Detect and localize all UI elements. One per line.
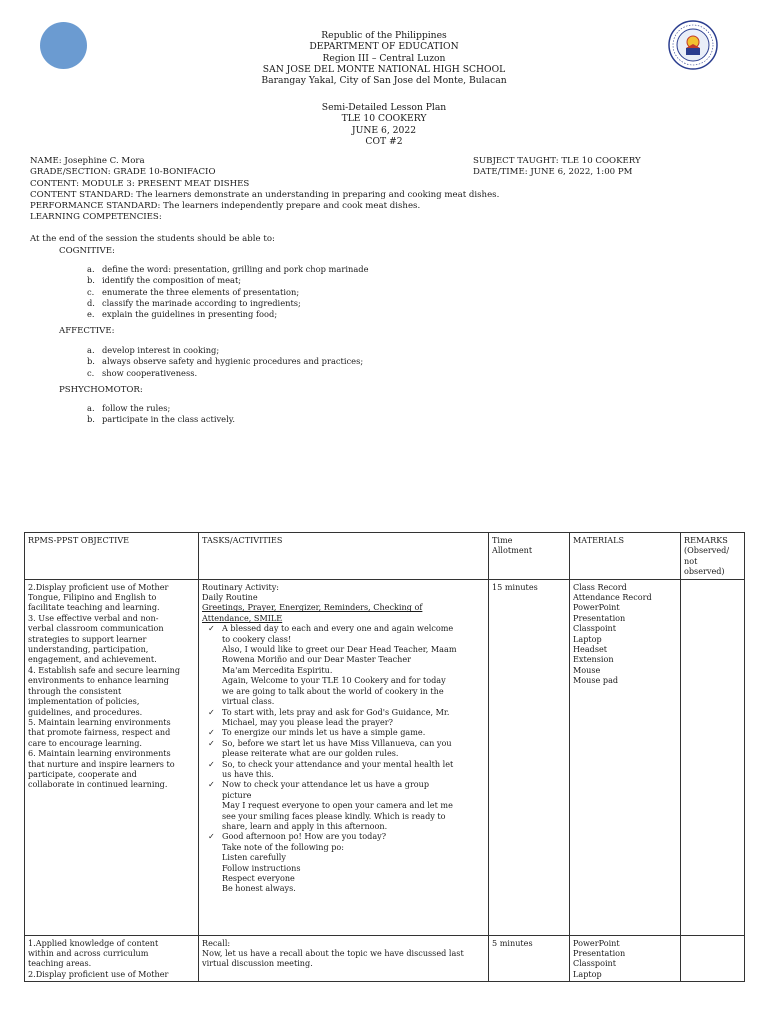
list-item: e. explain the guidelines in presenting food; bbox=[87, 309, 278, 320]
content-standard: CONTENT STANDARD: The learners demonstrate an understanding in preparing and cooking meat dishes. bbox=[30, 189, 500, 200]
list-item: c. show cooperativeness. bbox=[87, 367, 198, 378]
list-item: b. identify the composition of meat; bbox=[87, 275, 242, 286]
affective-label: AFFECTIVE: bbox=[59, 326, 115, 336]
info-right bbox=[473, 156, 641, 179]
routine-topics: Greetings, Prayer, Energizer, Reminders, Checking of bbox=[202, 602, 423, 613]
table-row bbox=[25, 935, 745, 982]
checklist-item: ✓ Good afternoon po! How are you today? Take note of the following po: Listen carefully Follow instructions Respect everyone Be honest always. bbox=[208, 831, 387, 894]
cognitive-label: COGNITIVE: bbox=[59, 246, 115, 256]
row1-time: 15 minutes bbox=[489, 579, 570, 935]
list-item: b. always observe safety and hygienic procedures and practices; bbox=[87, 356, 364, 367]
grade-section: GRADE/SECTION: GRADE 10-BONIFACIO bbox=[30, 167, 216, 178]
check-icon: ✓ bbox=[208, 758, 215, 769]
header-line: Barangay Yakal, City of San Jose del Monte, Bulacan bbox=[261, 75, 507, 87]
plan-title-line: Semi-Detailed Lesson Plan bbox=[321, 102, 447, 113]
teacher-name: NAME: Josephine C. Mora bbox=[30, 156, 145, 166]
header-time: Time Allotment bbox=[489, 533, 570, 580]
row1-objective: 2.Display proficient use of Mother Tongue, Filipino and English to facilitate teaching and learning. 3. Use effective verbal and non- verbal classroom communication strategies to support learner understanding, participation, engagement, and achievement. 4. Establish safe and secure learning environments to enhance learning through the consistent implementation of policies, guidelines, and procedures. 5. Maintain learning environments that promote fairness, respect and care to encourage learning. 6. Maintain learning environments that nurture and inspire learners to participate, cooperate and collaborate in continued learning. bbox=[25, 579, 199, 935]
check-icon: ✓ bbox=[208, 727, 215, 738]
checklist-item: ✓ Now to check your attendance let us have a group picture May I request everyone to open your camera and let me see your smiling faces please kindly. Which is ready to share, learn and apply in this afternoon. bbox=[208, 779, 453, 831]
header-block bbox=[0, 30, 768, 86]
routine-title: Routinary Activity: bbox=[202, 581, 280, 592]
header-line: SAN JOSE DEL MONTE NATIONAL HIGH SCHOOL bbox=[262, 63, 506, 75]
affective-list bbox=[87, 345, 363, 379]
date-time: DATE/TIME: JUNE 6, 2022, 1:00 PM bbox=[473, 167, 633, 178]
subject-taught: SUBJECT TAUGHT: TLE 10 COOKERY bbox=[473, 156, 641, 166]
row2-time: 5 minutes bbox=[489, 935, 570, 982]
routine-checklist bbox=[202, 623, 485, 894]
plan-title-block bbox=[0, 102, 768, 147]
list-item: c. enumerate the three elements of presentation; bbox=[87, 286, 300, 297]
row2-objective: 1.Applied knowledge of content within and across curriculum teaching areas. 2.Display proficient use of Mother bbox=[25, 935, 199, 982]
header-line: Republic of the Philippines bbox=[321, 30, 447, 41]
check-icon: ✓ bbox=[208, 706, 215, 717]
info-left bbox=[30, 156, 499, 224]
objectives-intro: At the end of the session the students should be able to: bbox=[30, 234, 275, 244]
psychomotor-label: PSHYCHOMOTOR: bbox=[59, 385, 143, 395]
header-tasks: TASKS/ACTIVITIES bbox=[199, 533, 489, 580]
row1-remarks bbox=[681, 579, 745, 935]
lesson-table bbox=[24, 532, 745, 982]
list-item: a. follow the rules; bbox=[87, 403, 171, 413]
psychomotor-list bbox=[87, 403, 235, 426]
list-item: d. classify the marinade according to ingredients; bbox=[87, 297, 301, 308]
table-row bbox=[25, 579, 745, 935]
list-item: a. develop interest in cooking; bbox=[87, 345, 220, 355]
plan-title-line: COT #2 bbox=[365, 135, 403, 147]
list-item: b. participate in the class actively. bbox=[87, 414, 235, 425]
table-header-row bbox=[25, 533, 745, 580]
check-icon: ✓ bbox=[208, 737, 215, 748]
row1-materials: Class Record Attendance Record PowerPoint Presentation Classpoint Laptop Headset Extension Mouse Mouse pad bbox=[570, 579, 681, 935]
header-remarks: REMARKS (Observed/ not observed) bbox=[681, 533, 745, 580]
performance-standard: PERFORMANCE STANDARD: The learners independently prepare and cook meat dishes. bbox=[30, 201, 421, 212]
cognitive-list bbox=[87, 264, 369, 320]
header-materials: MATERIALS bbox=[570, 533, 681, 580]
check-icon: ✓ bbox=[208, 623, 215, 634]
checklist-item: ✓ To energize our minds let us have a simple game. bbox=[208, 727, 426, 738]
header-objective: RPMS-PPST OBJECTIVE bbox=[25, 533, 199, 580]
list-item: a. define the word: presentation, grilling and pork chop marinade bbox=[87, 264, 369, 274]
checklist-item: ✓ To start with, lets pray and ask for God's Guidance, Mr. Michael, may you please lead the prayer? bbox=[208, 706, 450, 727]
plan-title-line: TLE 10 COOKERY bbox=[341, 113, 427, 125]
row2-tasks: Recall: Now, let us have a recall about the topic we have discussed last virtual discussion meeting. bbox=[199, 935, 489, 982]
routine-sub: Daily Routine bbox=[202, 592, 258, 603]
content: CONTENT: MODULE 3: PRESENT MEAT DISHES bbox=[30, 178, 250, 189]
check-icon: ✓ bbox=[208, 779, 215, 790]
row2-remarks bbox=[681, 935, 745, 982]
plan-title-line: JUNE 6, 2022 bbox=[351, 124, 417, 136]
recall-title: Recall: bbox=[202, 937, 231, 948]
checklist-item: ✓ So, before we start let us have Miss Villanueva, can you please reiterate what are our golden rules. bbox=[208, 737, 452, 759]
learning-competencies: LEARNING COMPETENCIES: bbox=[30, 212, 162, 223]
checklist-item: ✓ A blessed day to each and every one and again welcome to cookery class! Also, I would like to greet our Dear Head Teacher, Maam Rowena Moriño and our Dear Master Teacher Ma'am Mercedita Espiritu. Again, Welcome to your TLE 10 Cookery and for today we are going to talk about the world of cookery in the virtual class. bbox=[208, 623, 457, 707]
row2-materials: PowerPoint Presentation Classpoint Laptop bbox=[570, 935, 681, 982]
checklist-item: ✓ So, to check your attendance and your mental health let us have this. bbox=[208, 758, 454, 779]
check-icon: ✓ bbox=[208, 831, 215, 842]
header-line: Region III – Central Luzon bbox=[322, 52, 446, 64]
routine-topics: Attendance, SMILE bbox=[202, 612, 283, 623]
row1-tasks bbox=[199, 579, 489, 935]
header-line: DEPARTMENT OF EDUCATION bbox=[309, 41, 459, 53]
